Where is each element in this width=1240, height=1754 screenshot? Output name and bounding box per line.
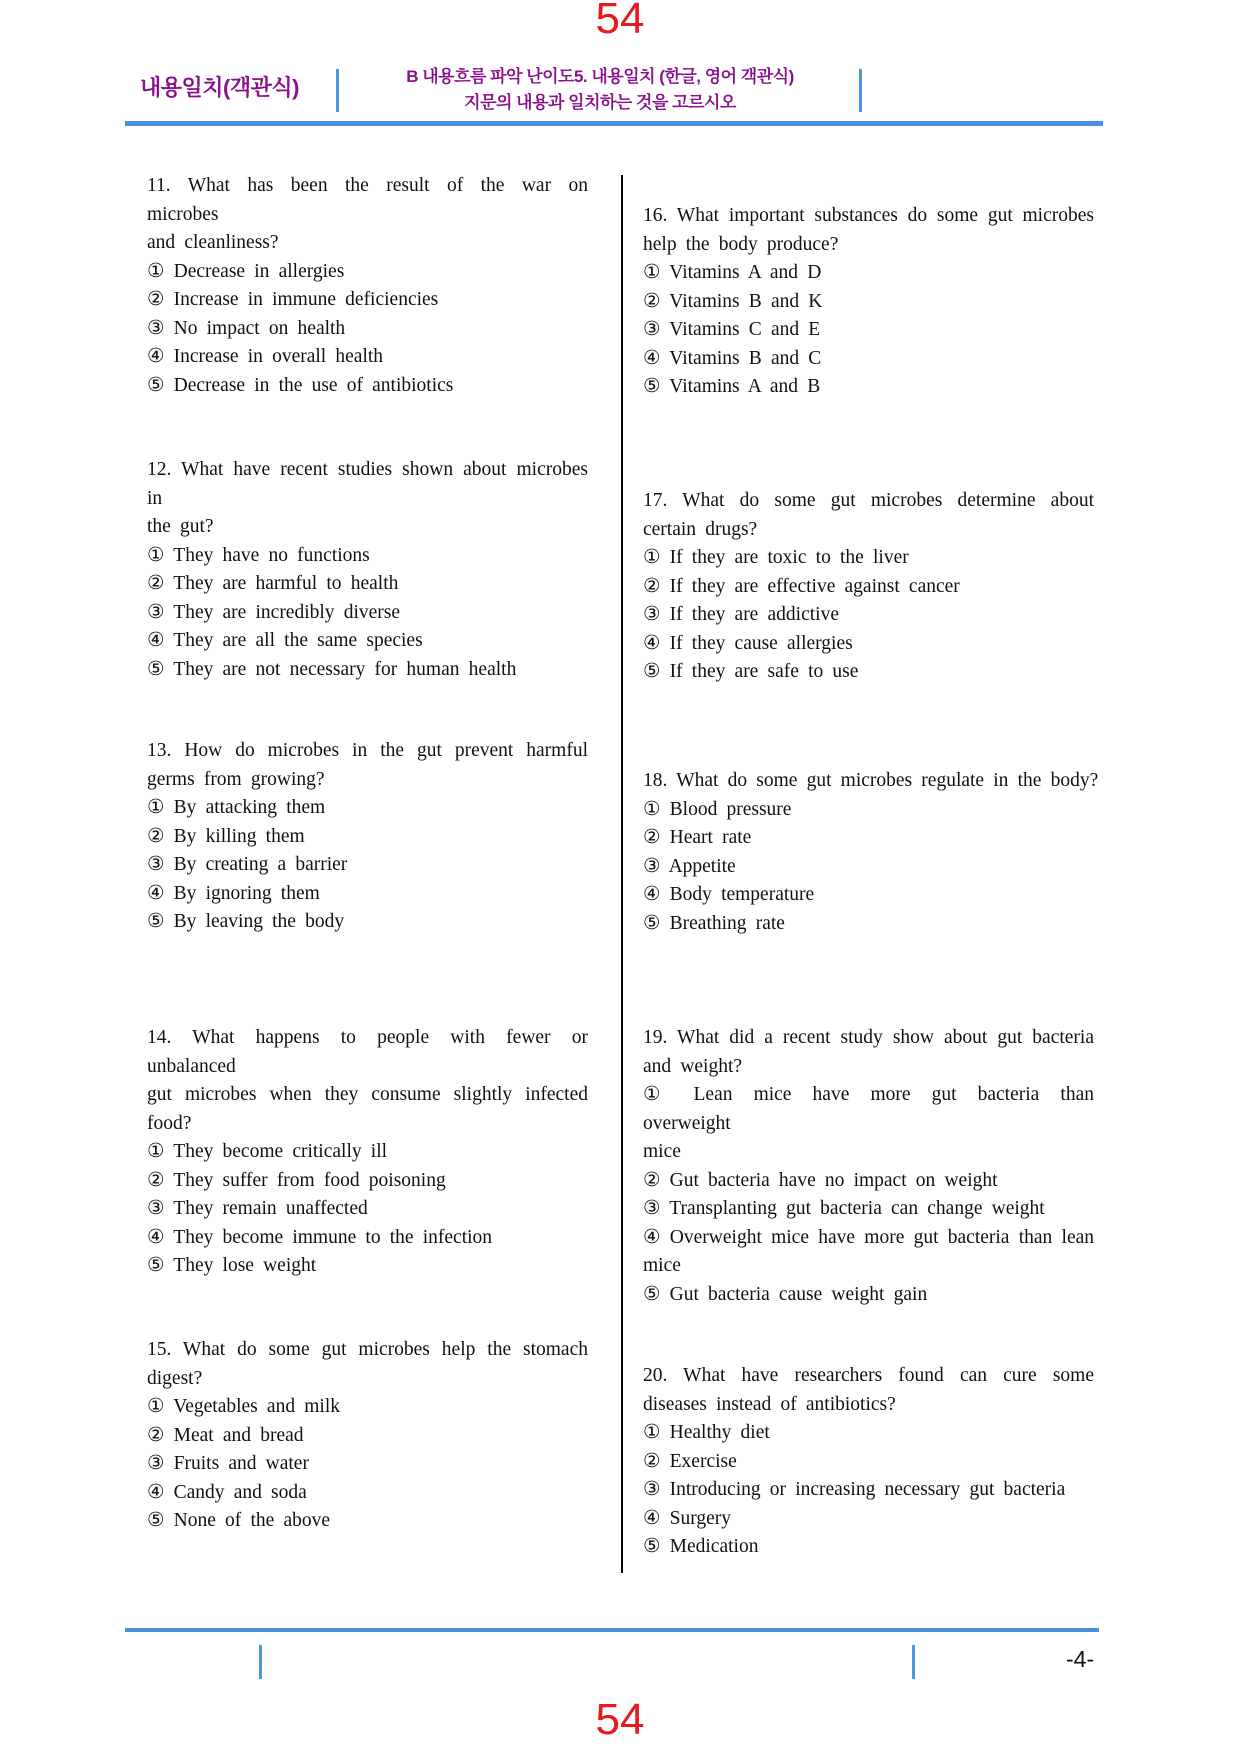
text-line: ① Healthy diet (643, 1422, 770, 1443)
question-19-option-4 (643, 1224, 1094, 1281)
header-instructions (345, 64, 855, 115)
question-14-option-2 (147, 1167, 588, 1196)
question-16-option-5 (643, 373, 1094, 402)
question-14-option-4 (147, 1224, 588, 1253)
question-16-option-1 (643, 259, 1094, 288)
question-14 (147, 1024, 588, 1281)
column-divider (621, 175, 623, 1573)
question-12-option-2 (147, 570, 588, 599)
question-18-option-4 (643, 881, 1094, 910)
text-line: ⑤ They lose weight (147, 1255, 317, 1276)
text-line: ④ Surgery (643, 1507, 732, 1529)
question-17 (643, 487, 1094, 687)
question-16-option-4 (643, 345, 1094, 374)
question-20-option-2 (643, 1448, 1094, 1477)
question-19-option-5 (643, 1281, 1094, 1310)
text-line: ③ Transplanting gut bacteria can change weight (643, 1198, 1045, 1219)
text-line: ② They suffer from food poisoning (147, 1169, 446, 1191)
text-line: ⑤ If they are safe to use (643, 661, 859, 682)
question-11-option-2 (147, 286, 588, 315)
question-20-option-3 (643, 1476, 1094, 1505)
footer-separator-left (259, 1645, 262, 1679)
question-20-option-1 (643, 1419, 1094, 1448)
question-19-stem (643, 1024, 1094, 1081)
text-line: ④ Candy and soda (147, 1481, 307, 1503)
text-line: ④ By ignoring them (147, 882, 320, 904)
text-line: certain drugs? (643, 518, 758, 540)
question-17-option-2 (643, 573, 1094, 602)
text-line: ④ Vitamins B and C (643, 347, 822, 369)
text-line: ② By killing them (147, 825, 305, 847)
question-15-option-5 (147, 1507, 588, 1536)
text-line: ③ Vitamins C and E (643, 319, 821, 340)
question-13-stem (147, 737, 588, 794)
question-15-option-4 (147, 1479, 588, 1508)
question-20-option-4 (643, 1505, 1094, 1534)
question-19-option-1 (643, 1081, 1094, 1167)
text-line: ③ No impact on health (147, 317, 346, 339)
question-11-option-5 (147, 372, 588, 401)
page-number-label: -4- (1066, 1646, 1095, 1672)
question-19 (643, 1024, 1094, 1309)
question-18-stem (643, 767, 1099, 796)
question-12-option-5 (147, 656, 588, 685)
question-17-option-5 (643, 658, 1094, 687)
question-11-option-1 (147, 258, 588, 287)
page-top-number: 54 (595, 0, 645, 43)
text-line: ② Heart rate (643, 827, 752, 848)
header-rule (125, 121, 1103, 126)
text-line: ④ If they cause allergies (643, 632, 853, 654)
question-18-option-5 (643, 910, 1094, 939)
question-12-stem (147, 456, 588, 542)
text-line: 14. What happens to people with fewer or unbalanced (147, 1027, 588, 1077)
question-11-stem (147, 172, 588, 258)
text-line: ② Gut bacteria have no impact on weight (643, 1169, 998, 1191)
footer-separator-right (912, 1645, 915, 1679)
question-11-option-4 (147, 343, 588, 372)
question-12-option-1 (147, 542, 588, 571)
question-13-option-3 (147, 851, 588, 880)
text-line: 13. How do microbes in the gut prevent harmful (147, 740, 588, 761)
text-line: help the body produce? (643, 233, 839, 255)
text-line: ② Increase in immune deficiencies (147, 289, 439, 310)
question-20-stem (643, 1362, 1094, 1419)
text-line: mice (643, 1141, 681, 1162)
text-line: ④ Increase in overall health (147, 346, 384, 367)
text-line: ① They have no functions (147, 544, 370, 566)
question-17-option-4 (643, 630, 1094, 659)
text-line: mice (643, 1255, 681, 1276)
text-line: ⑤ Vitamins A and B (643, 376, 821, 397)
text-line: ④ Overweight mice have more gut bacteria than lean (643, 1226, 1094, 1248)
question-17-option-3 (643, 601, 1094, 630)
text-line: ③ They are incredibly diverse (147, 601, 401, 623)
question-14-option-5 (147, 1252, 588, 1281)
page-bottom-number: 54 (595, 1695, 645, 1744)
question-13-option-1 (147, 794, 588, 823)
text-line: ④ They are all the same species (147, 630, 423, 651)
text-line: ⑤ None of the above (147, 1510, 331, 1531)
question-19-option-2 (643, 1167, 1094, 1196)
text-line: germs from growing? (147, 768, 325, 790)
question-19-option-3 (643, 1195, 1094, 1224)
question-12 (147, 456, 588, 684)
question-13-option-5 (147, 908, 588, 937)
text-line: ③ Introducing or increasing necessary gut bacteria (643, 1479, 1066, 1500)
question-20-option-5 (643, 1533, 1094, 1562)
question-15-stem (147, 1336, 588, 1393)
question-17-option-1 (643, 544, 1094, 573)
text-line: ③ By creating a barrier (147, 854, 348, 875)
text-line: ① By attacking them (147, 797, 326, 818)
text-line: 12. What have recent studies shown about microbes in (147, 459, 588, 509)
question-15-option-1 (147, 1393, 588, 1422)
text-line: ⑤ Gut bacteria cause weight gain (643, 1283, 928, 1305)
question-11-option-3 (147, 315, 588, 344)
text-line: ① They become critically ill (147, 1141, 388, 1162)
question-18-option-3 (643, 853, 1094, 882)
header-instruction-line2: 지문의 내용과 일치하는 것을 고르시오 (464, 93, 736, 112)
text-line: 17. What do some gut microbes determine about (643, 490, 1094, 511)
text-line: 11. What has been the result of the war on microbes (147, 175, 588, 225)
header-instruction-line1: B 내용흐름 파악 난이도5. 내용일치 (한글, 영어 객관식) (406, 67, 794, 86)
question-15-option-2 (147, 1422, 588, 1451)
question-11 (147, 172, 588, 400)
question-14-stem (147, 1024, 588, 1138)
text-line: food? (147, 1112, 192, 1134)
text-line: ② If they are effective against cancer (643, 575, 960, 597)
text-line: ⑤ They are not necessary for human health (147, 658, 517, 680)
question-13-option-2 (147, 823, 588, 852)
question-18 (643, 767, 1099, 938)
text-line: 16. What important substances do some gut microbes (643, 205, 1094, 226)
text-line: ③ Appetite (643, 855, 736, 877)
text-line: ④ Body temperature (643, 884, 815, 905)
question-16-option-3 (643, 316, 1094, 345)
text-line: ② Vitamins B and K (643, 290, 823, 312)
text-line: ⑤ Decrease in the use of antibiotics (147, 374, 454, 396)
question-17-stem (643, 487, 1094, 544)
text-line: ⑤ By leaving the body (147, 911, 345, 932)
question-20 (643, 1362, 1094, 1562)
header-separator-left (336, 69, 339, 112)
text-line: digest? (147, 1367, 203, 1389)
question-18-option-1 (643, 796, 1094, 825)
question-16-option-2 (643, 288, 1094, 317)
question-18-option-2 (643, 824, 1094, 853)
text-line: ④ They become immune to the infection (147, 1226, 493, 1248)
text-line: ① Lean mice have more gut bacteria than overweight (643, 1084, 1094, 1134)
text-line: ① Decrease in allergies (147, 260, 345, 282)
question-14-option-1 (147, 1138, 588, 1167)
text-line: ③ Fruits and water (147, 1453, 309, 1474)
header-separator-right (859, 69, 862, 112)
question-13-option-4 (147, 880, 588, 909)
question-16-stem (643, 202, 1094, 259)
text-line: the gut? (147, 516, 214, 537)
question-15 (147, 1336, 588, 1536)
text-line: and cleanliness? (147, 232, 279, 253)
text-line: ⑤ Medication (643, 1536, 759, 1557)
text-line: and weight? (643, 1055, 743, 1077)
question-12-option-4 (147, 627, 588, 656)
question-16 (643, 202, 1094, 402)
text-line: ③ They remain unaffected (147, 1198, 368, 1219)
section-title: 내용일치(객관식) (140, 75, 299, 100)
text-line: ② They are harmful to health (147, 573, 399, 594)
text-line: ⑤ Breathing rate (643, 912, 785, 934)
text-line: 19. What did a recent study show about gut bacteria (643, 1027, 1094, 1048)
text-line: 20. What have researchers found can cure some (643, 1365, 1094, 1386)
text-line: ② Exercise (643, 1450, 737, 1472)
footer-rule (125, 1628, 1099, 1632)
question-14-option-3 (147, 1195, 588, 1224)
question-13 (147, 737, 588, 937)
text-line: ① If they are toxic to the liver (643, 547, 909, 568)
text-line: ② Meat and bread (147, 1424, 304, 1446)
text-line: 18. What do some gut microbes regulate in the body? (643, 770, 1099, 791)
text-line: diseases instead of antibiotics? (643, 1393, 896, 1415)
text-line: ① Vitamins A and D (643, 262, 822, 283)
question-15-option-3 (147, 1450, 588, 1479)
text-line: ③ If they are addictive (643, 604, 839, 625)
text-line: 15. What do some gut microbes help the stomach (147, 1339, 588, 1360)
text-line: gut microbes when they consume slightly infected (147, 1084, 588, 1105)
text-line: ① Blood pressure (643, 798, 792, 820)
question-12-option-3 (147, 599, 588, 628)
text-line: ① Vegetables and milk (147, 1396, 340, 1417)
